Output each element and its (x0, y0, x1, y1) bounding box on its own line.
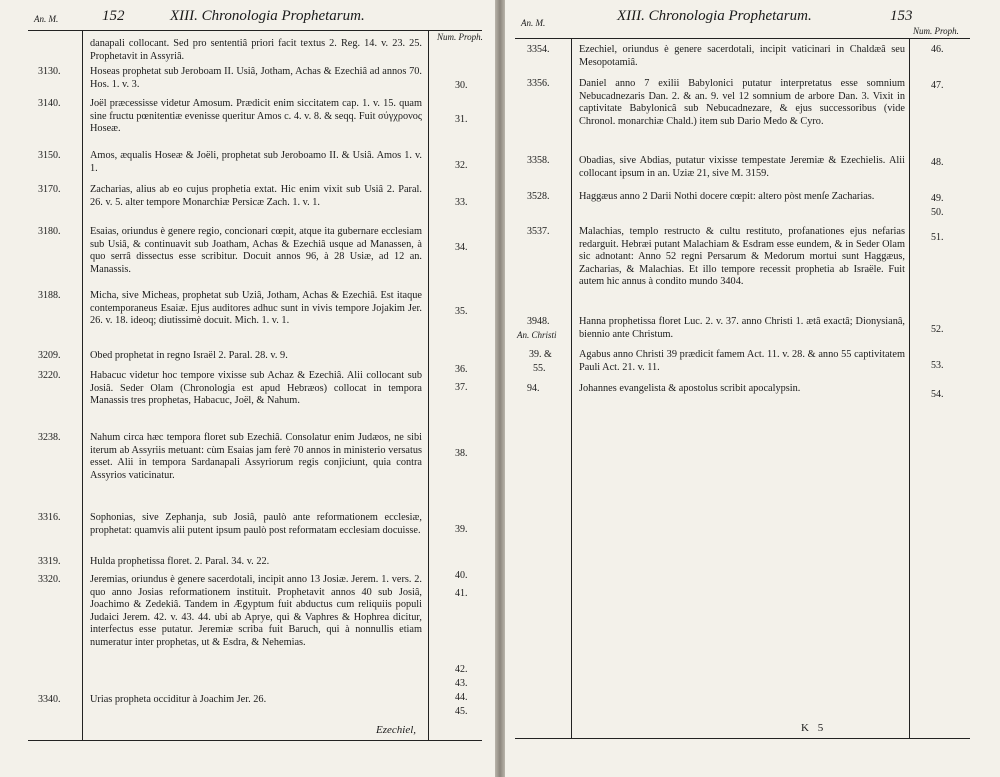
right-bottom-rule (515, 738, 970, 739)
left-extra-num-45: 45. (455, 706, 468, 717)
left-entry-13-year: 3340. (38, 694, 61, 705)
left-entry-4-year: 3170. (38, 184, 61, 195)
left-entry-2-year: 3140. (38, 98, 61, 109)
left-entry-12-text: Jeremias, oriundus è genere sacerdotali, incipit anno 13 Josiæ. Jerem. 1. vers. 2. quo anno Josias reformationem instituit. Prophetavit annos 40 sub Josiâ, Joachimo & Zedekiâ. Tandem in Ægyptum fuit abductus cum reliquiis populi Judaici Jerem. 42. v. 43. 44. ubi ab Aprye, qui & Vaphres & Hophrea dicitur, interfectus esse putatur. Jeremiæ scriba fuit Baruch, qui à nonnullis etiam numeratur inter prophetas, ut & Esdra, & Nehemias. (90, 574, 422, 648)
left-bottom-rule (28, 740, 482, 741)
left-entry-7-num: 36. (455, 364, 468, 375)
left-entry-11-text: Hulda prophetissa floret. 2. Paral. 34. v. 22. (90, 556, 270, 567)
right-entry-4-text: Malachias, templo restructo & cultu restituto, profanationes ejus nefarias redarguit. Hebræi putant Malachiam & Esdram esse eundem, & in Seder Olam sic adnotant: Anno 52 regni Persarum & Medorum mortui sunt Haggæus, Zacharias, & Malachias. Et illo tempore recessit prophetia ab Israële. Fuit autem hic annus à condito mundo 3404. (579, 226, 905, 288)
left-entry-1-year: 3130. (38, 66, 61, 77)
right-entry-6-year2: 55. (533, 363, 546, 374)
right-entry-2-year: 3358. (527, 155, 550, 166)
left-running-head: XIII. Chronologia Prophetarum. (170, 8, 365, 24)
right-entry-7-num: 54. (931, 389, 944, 400)
left-entry-0-text: danapali collocant. Sed pro sententiâ priori facit textus 2. Reg. 14. v. 23. 25. Prophetavit in Assyriâ. (90, 38, 422, 62)
left-extra-num-43: 43. (455, 678, 468, 689)
left-year-column-head: An. M. (34, 14, 59, 24)
left-entry-9-year: 3238. (38, 432, 61, 443)
left-entry-5-year: 3180. (38, 226, 61, 237)
right-entry-5-era: An. Christi (517, 330, 557, 340)
left-entry-12-year: 3320. (38, 574, 61, 585)
right-entry-6-num: 53. (931, 360, 944, 371)
right-year-rule (571, 38, 572, 738)
catchword: Ezechiel, (376, 724, 417, 736)
right-entry-4-num: 51. (931, 232, 944, 243)
left-num-rule (428, 30, 429, 740)
right-entry-7-year: 94. (527, 383, 540, 394)
right-year-column-head: An. M. (521, 18, 546, 28)
left-extra-num-42: 42. (455, 664, 468, 675)
right-num-rule (909, 38, 910, 738)
left-entry-8-year: 3220. (38, 370, 61, 381)
left-entry-12-num: 41. (455, 588, 468, 599)
right-entry-2-text: Obadias, sive Abdias, putatur vixisse tempestate Jeremiæ & Ezechielis. Alii collocant ipsum in an. Uziæ 21, sive M. 3159. (579, 155, 905, 179)
right-entry-1-num: 47. (931, 80, 944, 91)
left-entry-6-num: 35. (455, 306, 468, 317)
left-entry-4-text: Zacharias, alius ab eo cujus prophetia extat. Hic enim vixit sub Usiâ 2. Paral. 26. v. 5. alter tempore Monarchiæ Persicæ Zach. 1. v. 1. (90, 184, 422, 208)
right-entry-0-year: 3354. (527, 44, 550, 55)
left-year-rule (82, 30, 83, 740)
left-page (0, 0, 495, 777)
left-entry-9-text: Nahum circa hæc tempora floret sub Ezechiâ. Consolatur enim Judæos, ne sibi iterum ab Assyriis metuant: cùm Esaias jam ferè 70 annos in ministerio versatus esset. Alii in tempora Sardanapali Assyriorum regis conjiciunt, quia contra Assyrios vaticinatur. (90, 432, 422, 481)
right-extra-num-50: 50. (931, 207, 944, 218)
left-entry-7-year: 3209. (38, 350, 61, 361)
right-entry-5-num: 52. (931, 324, 944, 335)
right-entry-3-num: 49. (931, 193, 944, 204)
right-page (505, 0, 1000, 777)
right-entry-0-text: Ezechiel, oriundus è genere sacerdotali, incipit vaticinari in Chaldæâ seu Mesopotamiâ. (579, 44, 905, 68)
left-entry-3-text: Amos, æqualis Hoseæ & Joëli, prophetat sub Jeroboamo II. & Usiâ. Amos 1. v. 1. (90, 150, 422, 174)
right-entry-0-num: 46. (931, 44, 944, 55)
right-entry-5-year: 3948. (527, 316, 550, 327)
right-entry-3-text: Haggæus anno 2 Darii Nothi docere cœpit: altero pòst menſe Zacharias. (579, 191, 875, 202)
left-entry-13-text: Urias propheta occiditur à Joachim Jer. 26. (90, 694, 267, 705)
right-entry-6-year: 39. & (529, 349, 552, 360)
left-entry-5-text: Esaias, oriundus è genere regio, concionari cœpit, atque ita gubernare ecclesiam sub Usiâ, & continuavit sub Joatham, Achas & Ezechiâ usque ad Manassen, à quo serrâ dissectus esse scribitur. Docuit annos 96, à 28 Usiæ, ad 12 an. Manassis. (90, 226, 422, 275)
left-top-rule (28, 30, 482, 31)
left-entry-3-year: 3150. (38, 150, 61, 161)
right-entry-3-year: 3528. (527, 191, 550, 202)
left-entry-8-num: 37. (455, 382, 468, 393)
right-entry-1-text: Daniel anno 7 exilii Babylonici putatur interpretatus esse somnium Nebucadnezaris Dan. 2. & an. 9. vel 12 somnium de arbore Dan. 3. Vixit in captivitate Babylonicâ sub Nebucadnezare, & ejus successoribus (vide Chronol. monarchiæ Chald.) item sub Dario Medo & Cyro. (579, 78, 905, 127)
right-entry-7-text: Johannes evangelista & apostolus scribit apocalypsin. (579, 383, 801, 394)
left-entry-1-text: Hoseas prophetat sub Jeroboam II. Usiâ, Jotham, Achas & Ezechiâ ad annos 70. Hos. 1. v. 3. (90, 66, 422, 90)
right-running-head: XIII. Chronologia Prophetarum. (617, 8, 812, 24)
left-entry-9-num: 38. (455, 448, 468, 459)
signature-mark: K 5 (801, 722, 827, 734)
right-page-number: 153 (890, 8, 913, 24)
right-entry-5-text: Hanna prophetissa floret Luc. 2. v. 37. anno Christi 1. ætâ exactâ; Dionysianâ, biennio ante Christum. (579, 316, 905, 340)
left-entry-8-text: Habacuc videtur hoc tempore vixisse sub Achaz & Ezechiâ. Alii collocant sub Josiâ. Seder Olam (Chronologia est apud Hebræos) collocat in tempora Manassis tres prophetas, Habacuc, Joël, & Nahum. (90, 370, 422, 407)
left-entry-1-num: 30. (455, 80, 468, 91)
right-entry-1-year: 3356. (527, 78, 550, 89)
right-entry-2-num: 48. (931, 157, 944, 168)
left-entry-6-year: 3188. (38, 290, 61, 301)
left-entry-4-num: 33. (455, 197, 468, 208)
left-entry-10-text: Sophonias, sive Zephanja, sub Josiâ, paulò ante reformationem ecclesiæ, prophetat: quamvis alii putent ipsum paulò post reformatam ecclesiam docuisse. (90, 512, 422, 536)
book-gutter (495, 0, 505, 777)
right-entry-6-text: Agabus anno Christi 39 prædicit famem Act. 11. v. 28. & anno 55 captivitatem Pauli Act. 21. v. 11. (579, 349, 905, 373)
left-entry-2-num: 31. (455, 114, 468, 125)
left-num-column-head: Num. Proph. (437, 32, 483, 42)
left-entry-7-text: Obed prophetat in regno Israël 2. Paral. 28. v. 9. (90, 350, 288, 361)
left-entry-6-text: Micha, sive Micheas, prophetat sub Uziâ, Jotham, Achas & Ezechiâ. Est itaque contemporaneus Esaiæ. Ejus auditores adhuc sunt in vivis tempore Jojakim Jer. 26. v. 18. ideoq; diutissimè docuit. Mich. 1. v. 1. (90, 290, 422, 327)
left-page-number: 152 (102, 8, 125, 24)
left-entry-11-year: 3319. (38, 556, 61, 567)
left-entry-5-num: 34. (455, 242, 468, 253)
left-entry-10-num: 39. (455, 524, 468, 535)
left-entry-3-num: 32. (455, 160, 468, 171)
left-entry-11-num: 40. (455, 570, 468, 581)
left-entry-13-num: 44. (455, 692, 468, 703)
right-entry-4-year: 3537. (527, 226, 550, 237)
left-entry-10-year: 3316. (38, 512, 61, 523)
right-num-column-head: Num. Proph. (913, 26, 959, 36)
right-top-rule (515, 38, 970, 39)
left-entry-2-text: Joël præcessisse videtur Amosum. Prædicit enim siccitatem cap. 1. v. 15. quam sine fructu pœnitentiæ evenisse queritur Amos c. 4. v. 8. & seqq. Fuit σύγχρονος Hoseæ. (90, 98, 422, 135)
